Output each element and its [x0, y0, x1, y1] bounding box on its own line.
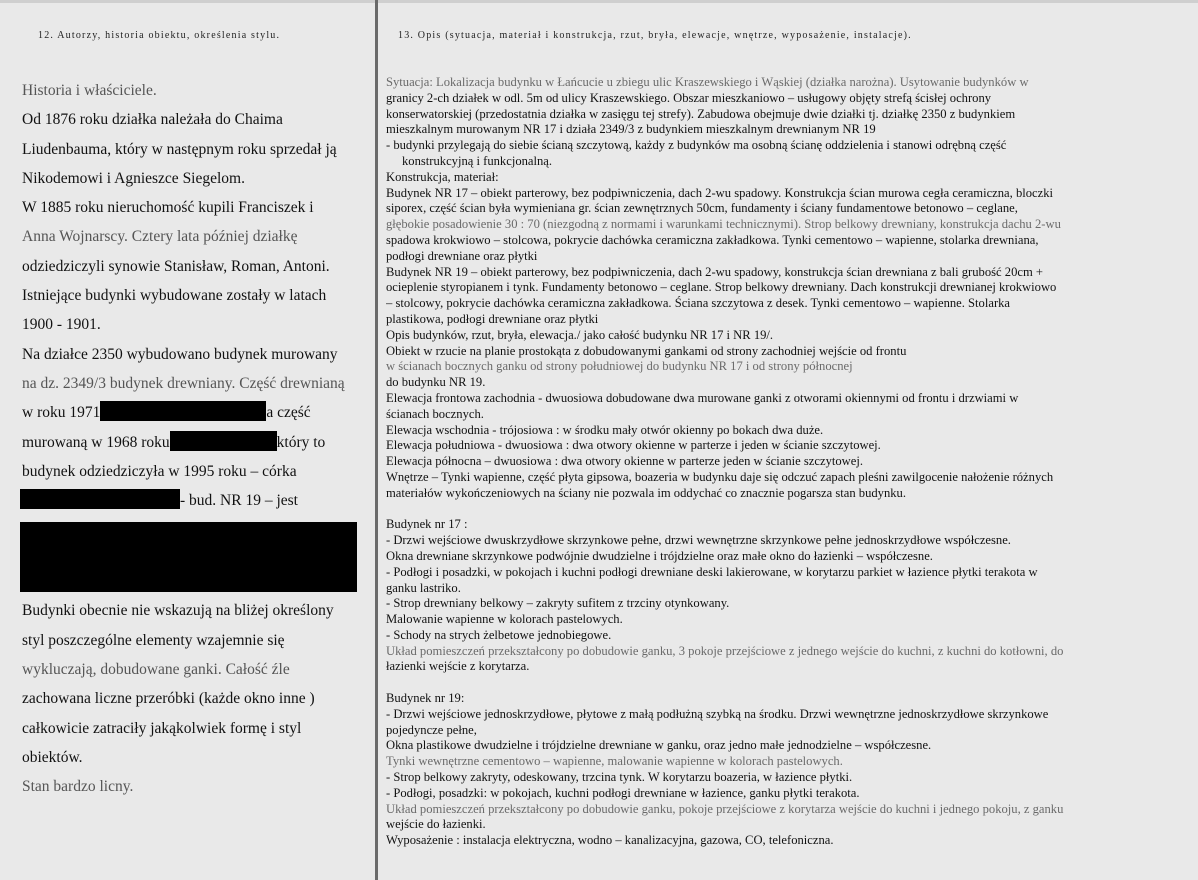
- building-17-heading: Budynek nr 17 :: [386, 517, 468, 532]
- style-line: styl poszczególne elementy wzajemnie się: [22, 631, 285, 649]
- history-line: Istniejące budynki wybudowane zostały w latach: [22, 287, 327, 305]
- history-line: odziedziczyli synowie Stanisław, Roman, Antoni.: [22, 257, 330, 275]
- section-13-header: 13. Opis (sytuacja, materiał i konstrukcja, rzut, bryła, elewacje, wnętrze, wyposażenie, instalacje).: [398, 30, 912, 41]
- history-text: który to: [276, 433, 326, 451]
- description-line: ścianach bocznych.: [386, 406, 484, 421]
- history-line: budynek odziedziczyła w 1995 roku – córka: [22, 462, 297, 480]
- description-line: Elewacja wschodnia - trójosiowa : w środku mały otwór okienny po bokach dwa duże.: [386, 422, 824, 437]
- description-line: ocieplenie styropianem i tynk. Fundamenty betonowo – ceglane. Strop belkowy drewniany. Dach konstrukcji drewnianej krokwiowo: [386, 280, 1057, 295]
- description-line: Okna drewniane skrzynkowe podwójnie dwudzielne i trójdzielne oraz małe okno do łazienki – współczesne.: [386, 548, 933, 563]
- description-line: Obiekt w rzucie na planie prostokąta z dobudowanymi gankami od strony zachodniej wejście od frontu: [386, 343, 907, 358]
- equipment-line: Wyposażenie : instalacja elektryczna, wodno – kanalizacyjna, gazowa, CO, telefoniczna.: [386, 833, 834, 848]
- description-line: - Podłogi i posadzki, w pokojach i kuchni podłogi drewniane deski lakierowane, w korytarzu parkiet w łazience płytki terakota w: [386, 564, 1038, 579]
- description-line: - Schody na strych żelbetowe jednobiegowe.: [386, 627, 612, 642]
- description-line: Konstrukcja, materiał:: [386, 169, 499, 184]
- top-edge: [0, 0, 1198, 3]
- description-line: plastikowa, podłogi drewniane oraz płytki: [386, 311, 599, 326]
- description-line: Elewacja południowa - dwuosiowa : dwa otwory okienne w parterze i jeden w ścianie szczytowej.: [386, 438, 881, 453]
- history-heading: Historia i właściciele.: [22, 82, 157, 99]
- description-line: Wnętrze – Tynki wapienne, część płyta gipsowa, boazeria w budynku daje się odczuć zapach pleśni zawilgocenie nałożenie różnych: [386, 469, 1054, 484]
- style-line: wykluczają, dobudowane ganki. Całość źle: [22, 661, 290, 679]
- history-line: 1900 - 1901.: [22, 316, 101, 334]
- history-line: [22, 428, 368, 457]
- description-line: materiałów wykończeniowych na ściany nie pozwala im oddychać co znacznie pogarsza stan budynku.: [386, 485, 906, 500]
- history-line: [22, 486, 368, 515]
- description-line: Budynek NR 19 – obiekt parterowy, bez podpiwniczenia, dach 2-wu spadowy, konstrukcja ścian drewniana z bali grubość 20cm +: [386, 264, 1044, 279]
- building-19-heading: Budynek nr 19:: [386, 691, 465, 706]
- description-line: konserwatorskiej (przedostatnia działka w zasięgu tej strefy). Zabudowa obejmuje dwie działki tj. działkę 2350 z budynkiem: [386, 106, 1016, 121]
- style-line: obiektów.: [22, 748, 83, 766]
- description-line: Malowanie wapienne w kolorach pastelowych.: [386, 612, 623, 627]
- description-line: łazienki wejście z korytarza.: [386, 659, 530, 674]
- history-column: [22, 76, 368, 802]
- description-line: Elewacja północna – dwuosiowa : dwa otwory okienne w parterze jeden w ścianie szczytowej.: [386, 454, 863, 469]
- description-line: konstrukcyjną i funkcjonalną.: [402, 153, 553, 168]
- style-line: zachowana liczne przeróbki (każde okno inne ): [22, 690, 315, 708]
- description-line: - Strop drewniany belkowy – zakryty sufitem z trzciny otynkowany.: [386, 596, 730, 611]
- description-line: Budynek NR 17 – obiekt parterowy, bez podpiwniczenia, dach 2-wu spadowy. Konstrukcja ścian murowa cegła ceramiczna, bloczki: [386, 185, 1054, 200]
- description-line: Układ pomieszczeń przekształcony po dobudowie ganku, pokoje przejściowe z korytarza wejście do kuchni i jednego pokoju, z ganku: [386, 801, 1064, 816]
- redaction-block: [20, 489, 180, 509]
- description-line: Elewacja frontowa zachodnia - dwuosiowa dobudowane dwa murowane ganki z otworami okiennymi od frontu i drzwiami w: [386, 390, 1019, 405]
- description-line: wejście do łazienki.: [386, 817, 486, 832]
- description-column: [386, 75, 1186, 849]
- history-line: Liudenbauma, który w następnym roku sprzedał ją: [22, 140, 337, 158]
- description-line: - Drzwi wejściowe dwuskrzydłowe skrzynkowe pełne, drzwi wewnętrzne skrzynkowe pełne jednoskrzydłowe współczesne.: [386, 533, 1011, 548]
- description-line: Tynki wewnętrzne cementowo – wapienne, malowanie wapienne w kolorach pastelowych.: [386, 754, 843, 769]
- column-divider: [375, 0, 378, 880]
- history-line: W 1885 roku nieruchomość kupili Franciszek i: [22, 199, 314, 217]
- description-line: – stolcowy, pokrycie dachówka ceramiczna zakładkowa. Ściana szczytowa z desek. Tynki cementowo – wapienne. Stolarka: [386, 296, 1011, 311]
- description-line: głębokie posadowienie 30 : 70 (niezgodną z normami i warunkami technicznymi). Strop belkowy drewniany, konstrukcja dachu 2-wu: [386, 217, 1061, 232]
- history-line: Od 1876 roku działka należała do Chaima: [22, 111, 283, 129]
- description-line: Układ pomieszczeń przekształcony po dobudowie ganku, 3 pokoje przejściowe z jednego wejście do kuchni, z kuchni do kotłowni, do: [386, 643, 1064, 658]
- description-line: mieszkalnym murowanym NR 17 i działa 2349/3 z budynkiem mieszkalnym drewnianym NR 19: [386, 122, 876, 137]
- description-line: do budynku NR 19.: [386, 375, 486, 390]
- history-text: murowaną w 1968 roku: [22, 433, 170, 451]
- description-line: siporex, część ścian była wymieniana gr. ścian zewnętrznych 50cm, fundamenty i ściany fundamentowe betonowo – ceglane,: [386, 201, 1018, 216]
- description-line: - Drzwi wejściowe jednoskrzydłowe, płytowe z małą podłużną szybką na środku. Drzwi wewnętrzne jednoskrzydłowe skrzynkowe: [386, 706, 1049, 721]
- style-line: całkowicie zatraciły jakąkolwiek formę i styl: [22, 719, 302, 737]
- history-line: na dz. 2349/3 budynek drewniany. Część drewnianą: [22, 374, 345, 392]
- spacer: [386, 502, 1186, 518]
- description-line: spadowa krokwiowo – stolcowa, pokrycie dachówka ceramiczna zakładkowa. Tynki cementowo – wapienne, stolarka drewniana,: [386, 232, 1039, 247]
- history-text: w roku 1971: [22, 404, 101, 422]
- history-line: [22, 398, 368, 427]
- description-line: Sytuacja: Lokalizacja budynku w Łańcucie u zbiegu ulic Kraszewskiego i Wąskiej (działka narożna). Usytowanie budynków w: [386, 75, 1029, 89]
- condition-line: Stan bardzo licny.: [22, 778, 134, 796]
- history-line: Anna Wojnarscy. Cztery lata później działkę: [22, 228, 298, 246]
- description-line: - budynki przylegają do siebie ścianą szczytową, każdy z budynków ma osobną ścianę oddzielenia i stanowi odrębną część: [386, 138, 1007, 153]
- redaction-block: [100, 401, 266, 421]
- redaction-block: [170, 431, 277, 451]
- style-line: Budynki obecnie nie wskazują na bliżej określony: [22, 602, 334, 620]
- description-line: - Strop belkowy zakryty, odeskowany, trzcina tynk. W korytarzu boazeria, w łazience płytki.: [386, 770, 853, 785]
- description-line: w ścianach bocznych ganku od strony południowej do budynku NR 17 i od strony północnej: [386, 359, 853, 374]
- description-line: ganku lastriko.: [386, 580, 461, 595]
- description-line: pojedyncze pełne,: [386, 722, 477, 737]
- description-line: - Podłogi, posadzki: w pokojach, kuchni podłogi drewniane w łazience, ganku płytki terakota.: [386, 785, 860, 800]
- description-line: Okna plastikowe dwudzielne i trójdzielne drewniane w ganku, oraz jedno małe jednodzielne – współczesne.: [386, 738, 932, 753]
- history-line: Na działce 2350 wybudowano budynek murowany: [22, 345, 338, 363]
- redaction-block-large: [20, 522, 357, 592]
- history-line: Nikodemowi i Agnieszce Siegelom.: [22, 169, 245, 187]
- description-line: Opis budynków, rzut, bryła, elewacja./ jako całość budynku NR 17 i NR 19/.: [386, 327, 774, 342]
- description-line: podłogi drewniane oraz płytki: [386, 248, 538, 263]
- description-line: granicy 2-ch działek w odl. 5m od ulicy Kraszewskiego. Obszar mieszkaniowo – usługowy objęty strefą ścisłej ochrony: [386, 90, 992, 105]
- history-text: - bud. NR 19 – jest: [180, 492, 298, 510]
- spacer: [386, 675, 1186, 691]
- section-12-header: 12. Autorzy, historia obiektu, określenia stylu.: [38, 30, 281, 41]
- history-text: a część: [266, 404, 311, 422]
